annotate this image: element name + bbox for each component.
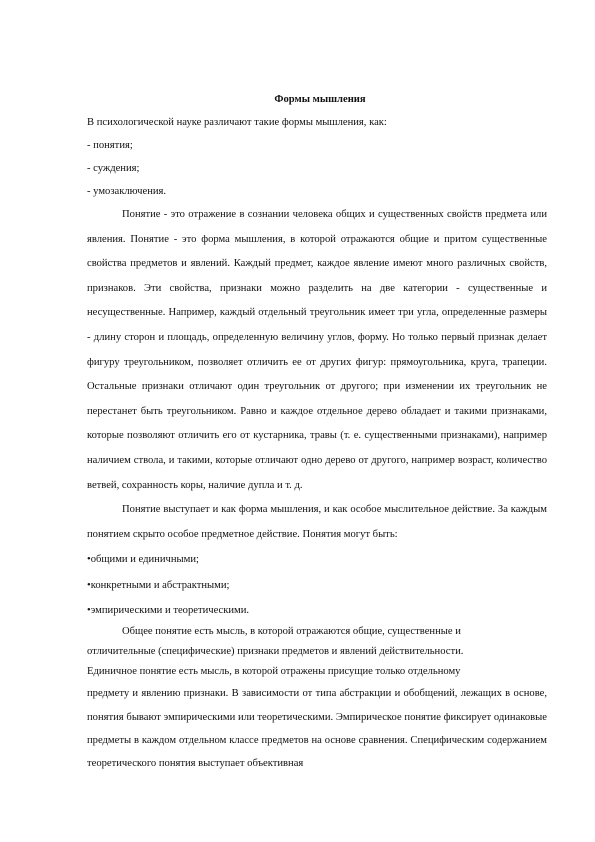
form-item: - понятия;: [87, 140, 133, 151]
form-item: - суждения;: [87, 163, 140, 174]
concept-kind-item: •конкретными и абстрактными;: [87, 579, 230, 591]
paragraph-concept-action: Понятие выступает и как форма мышления, и как особое мыслительное действие. За каждым понятием скрыто особое предметное действие. Понятия могут быть:: [87, 504, 547, 540]
concept-kind-item: •общими и единичными;: [87, 554, 199, 566]
general-concept-line: отличительные (специфические) признаки предметов и явлений действительности.: [87, 646, 464, 658]
paragraph-concept-definition: Понятие - это отражение в сознании человека общих и существенных свойств предмета или явления. Понятие - это форма мышления, в которой отражаются общие и притом существенные свойства предметов и явлений. Каждый предмет, каждое явление имеют много различных свойств, признаков. Эти свойства, признаки можно разделить на две категории - существенные и несущественные. Например, каждый отдельный треугольник имеет три угла, определенные размеры - длину сторон и площадь, определенную величину углов, форму. Но только первый признак делает фигуру треугольником, позволяет отличить ее от других фигур: прямоугольника, круга, трапеции. Остальные признаки отличают один треугольник от другого; при изменении их треугольник не перестанет быть треугольником. Равно и каждое отдельное дерево обладает и такими признаками, которые позволяют отличить его от кустарника, травы (т. е. существенными признаками), например наличием ствола, и такими, которые отличают одно дерево от другого, например возраст, количество ветвей, сохранность коры, наличие дупла и т. д.: [87, 209, 547, 491]
single-concept-line: предмету и явлению признаки.: [87, 688, 229, 700]
general-concept-line: Общее понятие есть мысль, в которой отражаются общие, существенные и: [122, 626, 461, 638]
page-title: Формы мышления: [274, 94, 366, 105]
intro-text: В психологической науке различают такие формы мышления, как:: [87, 117, 387, 128]
single-concept-line: Единичное понятие есть мысль, в которой отражены присущие только отдельному: [87, 666, 461, 678]
empirical-theoretical-text: В зависимости от типа абстракции и обобщений, лежащих в основе, понятия бывают эмпирическими или теоретическими. Эмпирическое понятие фиксирует одинаковые предметы в каждом отдельном классе предметов на основе сравнения. Специфическим содержанием теоретического понятия выступает объективная: [87, 688, 547, 770]
paragraph-empirical-theoretical: [87, 682, 547, 775]
concept-kind-item: •эмпирическими и теоретическими.: [87, 605, 250, 617]
form-item: - умозаключения.: [87, 186, 167, 197]
document-body: [87, 93, 547, 776]
